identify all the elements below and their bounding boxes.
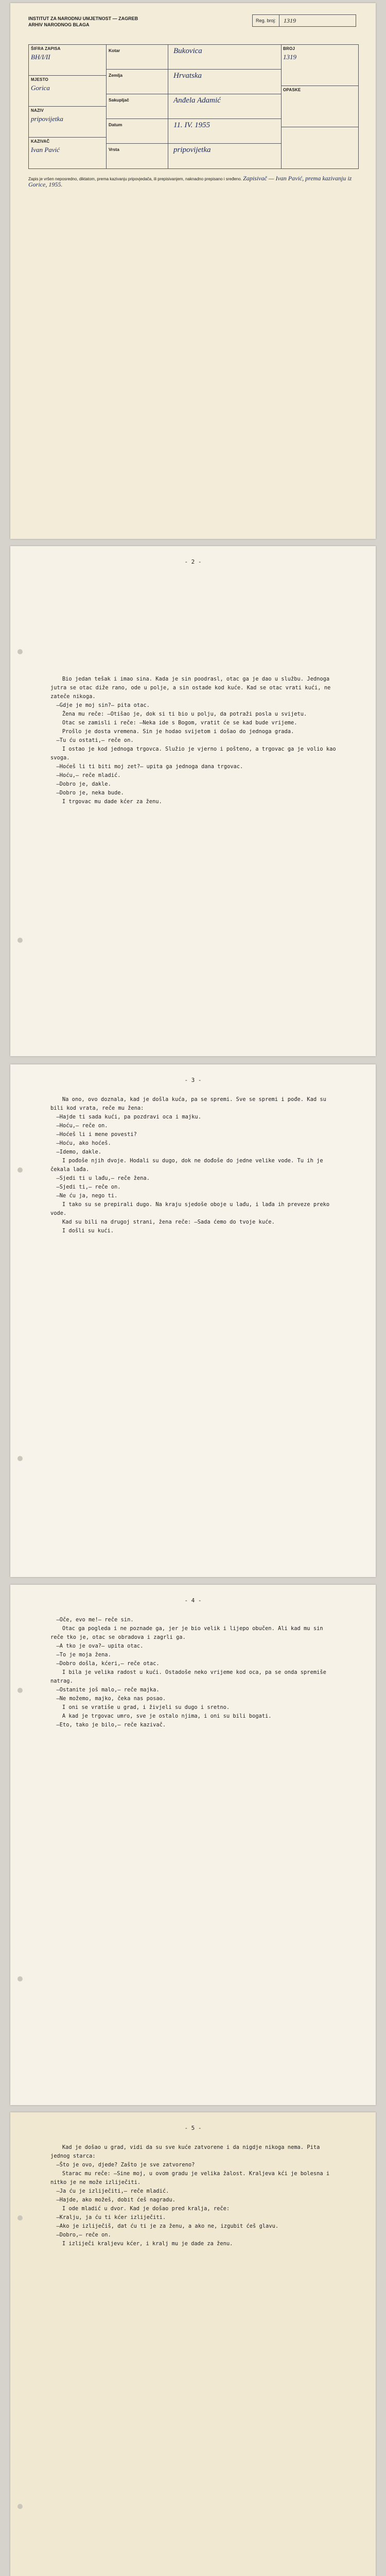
form-field: Zemlja Hrvatska	[106, 70, 281, 94]
punch-hole	[17, 2504, 23, 2509]
transcript-page-3	[10, 1064, 376, 1577]
punch-hole	[17, 1456, 23, 1461]
record-form	[28, 44, 359, 169]
form-field: OPASKE	[281, 86, 358, 127]
form-field: Datum 11. IV. 1955	[106, 119, 281, 144]
transcript-page-2	[10, 546, 376, 1056]
form-field: Kotar Bukovica	[106, 45, 281, 70]
page-number: - 4 -	[184, 1597, 202, 1604]
note-text: Zapis je vršen neposredno, diktatom, prema kazivanju pripovjedača, ili prepisivanjem, naknadno prepisano i sređeno.	[28, 177, 242, 181]
form-field: MJESTO Gorica	[29, 76, 106, 107]
register-value: 1319	[279, 15, 356, 26]
form-right-column	[281, 45, 358, 168]
note-handwritten: Zapisivač — Ivan Pavić, prema kazivanju iz Gorice, 1955.	[28, 175, 352, 188]
punch-hole	[17, 938, 23, 943]
punch-hole	[17, 1688, 23, 1693]
form-field: NAZIV pripovijetka	[29, 107, 106, 138]
page-number: - 3 -	[184, 1077, 202, 1083]
punch-hole	[17, 1976, 23, 1981]
form-field	[281, 127, 358, 168]
form-field: KAZIVAČ Ivan Pavić	[31, 139, 60, 154]
form-field: ŠIFRA ZAPISA BH/I/II	[29, 45, 106, 76]
form-mid-column	[106, 45, 282, 168]
punch-hole	[17, 649, 23, 654]
form-page	[10, 3, 376, 539]
institute-name: INSTITUT ZA NARODNU UMJETNOST — ZAGREB	[28, 16, 138, 21]
transcript-page-5	[10, 2112, 376, 2576]
punch-hole	[17, 1167, 23, 1173]
register-label: Reg. broj:	[256, 18, 276, 23]
form-field: Vrsta pripovijetka	[106, 144, 281, 168]
punch-hole	[17, 2215, 23, 2221]
form-left-column	[29, 45, 107, 168]
form-field: BROJ 1319	[281, 45, 358, 86]
page-number: - 5 -	[184, 2125, 202, 2131]
form-note	[28, 176, 358, 188]
register-box	[252, 14, 356, 27]
page-text: Bio jedan tešak i imao sina. Kada je sin poodrasl, otac ga je dao u službu. Jednoga jutra se otac diže rano, ode u polje, a sin ostade kod kuće. Kad se otac vrati kući, ne zateče nikoga. —Gdje je moj sin?— pita otac. Žena mu reče: —Otišao je, dok si ti bio u polju, da potraži posla u svijetu. Otac se zamisli i reče: —Neka ide s Bogom, vratit će se kad bude vrijeme. Prošlo je dosta vremena. Sin je hodao svijetom i došao do jednoga grada. —Tu ću ostati,— reče on. I ostao je kod jednoga trgovca. Služio je vjerno i pošteno, a trgovac ga je volio kao svoga. —Hoćeš li ti biti moj zet?— upita ga jednoga dana trgovac. —Hoću,— reče mladić. —Dobro je, dakle. —Dobro je, neka bude. I trgovac mu dade kćer za ženu.	[50, 676, 336, 805]
archive-name: ARHIV NARODNOG BLAGA	[28, 22, 90, 27]
page-text: —Oče, evo me!— reče sin. Otac ga pogleda i ne poznade ga, jer je bio velik i lijepo obučen. Ali kad mu sin reče tko je, otac se obradova i zagrli ga. —A tko je ova?— upita otac. —To je moja žena. —Dobro došla, kćeri,— reče otac. I bila je velika radost u kući. Ostadoše neko vrijeme kod oca, pa se onda spremiše natrag. —Ostanite još malo,— reče majka. —Ne možemo, majko, čeka nas posao. I oni se vratiše u grad, i živjeli su dugo i sretno. A kad je trgovac umro, sve je ostalo njima, i oni su bili bogati. —Eto, tako je bilo,— reče kazivač.	[50, 1617, 326, 1728]
form-field: Sakupljač Anđela Adamić	[106, 94, 281, 119]
archive-header	[28, 15, 138, 28]
page-text: Na ono, ovo doznala, kad je došla kuća, pa se spremi. Sve se spremi i pođe. Kad su bili kod vrata, reče mu žena: —Hajde ti sada kući, pa pozdravi oca i majku. —Hoću,— reče on. —Hoćeš li i mene povesti? —Hoću, ako hoćeš. —Idemo, dakle. I pođoše njih dvoje. Hodali su dugo, dok ne dođoše do jedne velike vode. Tu ih je čekala lađa. —Sjedi ti u lađu,— reče žena. —Sjedi ti,— reče on. —Ne ću ja, nego ti. I tako su se prepirali dugo. Na kraju sjedoše oboje u lađu, i lađa ih preveze preko vode. Kad su bili na drugoj strani, žena reče: —Sada ćemo do tvoje kuće. I došli su kući.	[50, 1096, 330, 1234]
page-text: Kad je došao u grad, vidi da su sve kuće zatvorene i da nigdje nikoga nema. Pita jednog starca: —Što je ovo, djede? Zašto je sve zatvoreno? Starac mu reče: —Sine moj, u ovom gradu je velika žalost. Kraljeva kći je bolesna i nitko je ne može izliječiti. —Ja ću je izliječiti,— reče mladić. —Hajde, ako možeš, dobit ćeš nagradu. I ode mladić u dvor. Kad je došao pred kralja, reče: —Kralju, ja ću ti kćer izliječiti. —Ako je izliječiš, dat ću ti je za ženu, a ako ne, izgubit ćeš glavu. —Dobro,— reče on. I izliječi kraljevu kćer, i kralj mu je dade za ženu.	[50, 2144, 330, 2247]
transcript-page-4	[10, 1585, 376, 2105]
page-number: - 2 -	[184, 558, 202, 565]
